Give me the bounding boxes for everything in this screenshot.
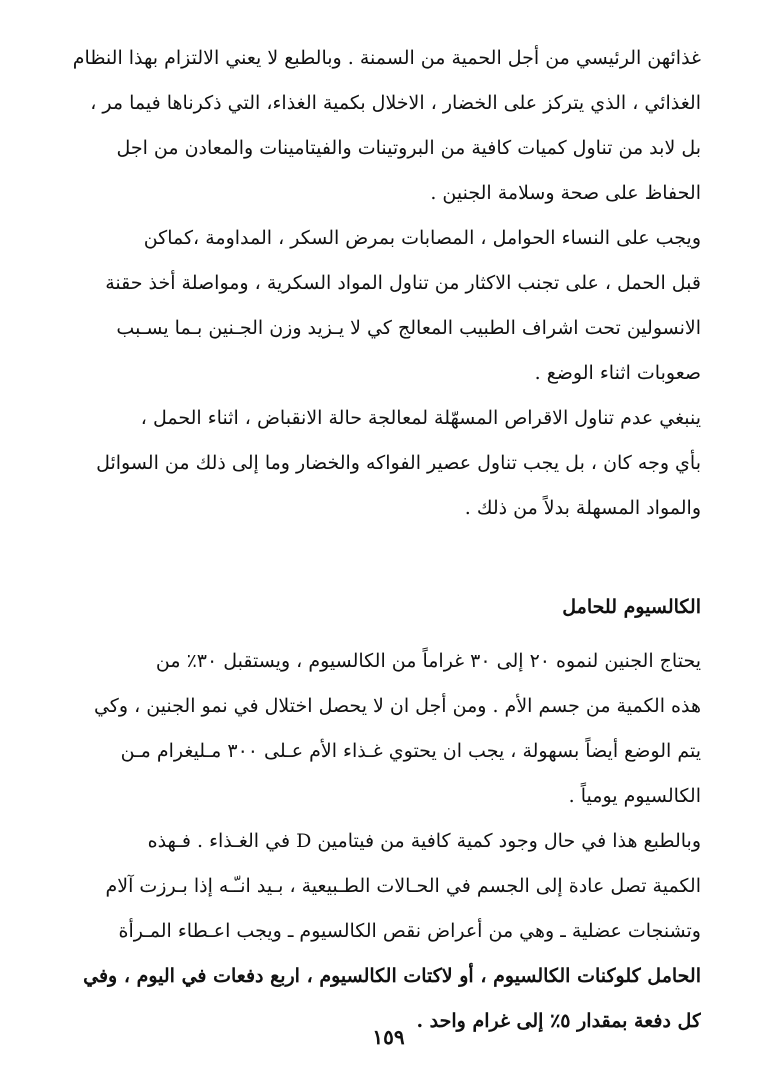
bold-text-line: الحامل كلوكنات الكالسيوم ، أو لاكتات الكالسيوم ، اربع دفعات في اليوم ، وفي xyxy=(83,965,701,987)
text-line: بأي وجه كان ، بل يجب تناول عصير الفواكه والخضار وما إلى ذلك من السوائل xyxy=(96,452,701,474)
text-line: بل لابد من تناول كميات كافية من البروتينات والفيتامينات والمعادن من اجل xyxy=(116,137,701,159)
text-line: قبل الحمل ، على تجنب الاكثار من تناول المواد السكرية ، ومواصلة أخذ حقنة xyxy=(105,272,701,294)
text-line: يحتاج الجنين لنموه ٢٠ إلى ٣٠ غراماً من الكالسيوم ، ويستقبل ٣٠٪ من xyxy=(155,650,701,672)
paragraph-vitamin-d xyxy=(70,819,701,1044)
section-heading: الكالسيوم للحامل xyxy=(562,596,701,618)
bold-text-line: كل دفعة بمقدار ٥٪ إلى غرام واحد . xyxy=(416,1010,701,1032)
text-line: ويجب على النساء الحوامل ، المصابات بمرض السكر ، المداومة ،كماكن xyxy=(143,227,701,249)
text-line: هذه الكمية من جسم الأم . ومن أجل ان لا يحصل اختلال في نمو الجنين ، وكي xyxy=(93,695,701,717)
text-line: الانسولين تحت اشراف الطبيب المعالج كي لا يـزيد وزن الجـنين بـما يسـبب xyxy=(116,317,701,339)
paragraph-diabetes xyxy=(70,216,701,396)
page-number: ١٥٩ xyxy=(372,1025,405,1049)
text-line: الكمية تصل عادة إلى الجسم في الحـالات الطـبيعية ، بـيد انـّـه إذا بـرزت آلام xyxy=(105,875,701,897)
text-line: الغذائي ، الذي يتركز على الخضار ، الاخلال بكمية الغذاء، التي ذكرناها فيما مر ، xyxy=(90,92,701,114)
text-line: وتشنجات عضلية ـ وهي من أعراض نقص الكالسيوم ـ ويجب اعـطاء المـرأة xyxy=(118,920,701,942)
text-line: والمواد المسهلة بدلاً من ذلك . xyxy=(464,497,701,519)
text-line: يتم الوضع أيضاً بسهولة ، يجب ان يحتوي غـذاء الأم عـلى ٣٠٠ مـليغرام مـن xyxy=(120,740,701,762)
page-body xyxy=(70,36,701,1039)
paragraph-calcium-need xyxy=(70,639,701,819)
text-line: وبالطبع هذا في حال وجود كمية كافية من فيتامين D في الغـذاء . فـهذه xyxy=(147,830,701,852)
text-line: الحفاظ على صحة وسلامة الجنين . xyxy=(430,182,701,204)
text-line: صعوبات اثناء الوضع . xyxy=(534,362,701,384)
paragraph-laxatives xyxy=(70,396,701,531)
paragraph-diet xyxy=(70,36,701,216)
text-line: غذائهن الرئيسي من أجل الحمية من السمنة . وبالطبع لا يعني الالتزام بهذا النظام xyxy=(72,47,701,69)
text-line: ينبغي عدم تناول الاقراص المسهّلة لمعالجة حالة الانقباض ، اثناء الحمل ، xyxy=(140,407,701,429)
text-line: الكالسيوم يومياً . xyxy=(568,785,701,807)
